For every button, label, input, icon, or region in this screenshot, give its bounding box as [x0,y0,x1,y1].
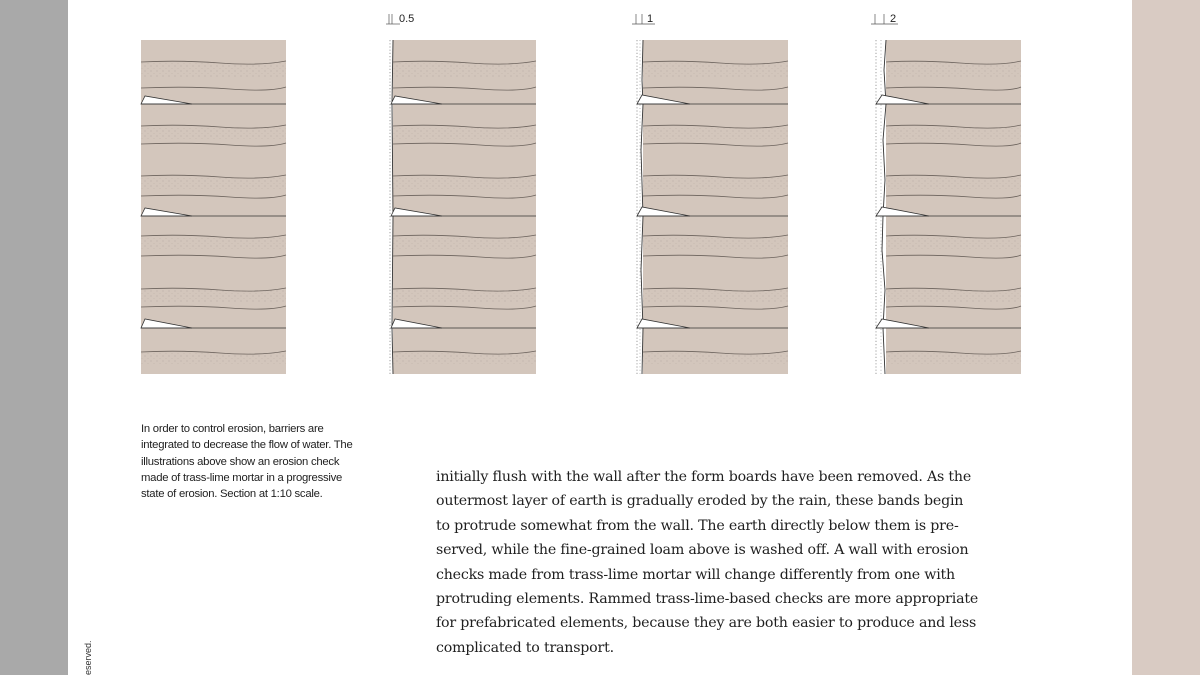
body-line: served, while the fine-grained loam above is washed off. A wall with erosion [436,542,969,559]
label-2: 2 [890,13,897,25]
body-line: complicated to transport. [436,639,614,656]
wall-section-initial [141,40,286,374]
body-line: checks made from trass-lime mortar will change differently from one with [436,566,955,583]
body-line: outermost layer of earth is gradually eroded by the rain, these bands begin [436,493,964,510]
body-paragraph [436,465,996,660]
rights-note: eserved. [83,640,93,675]
label-0-5: 0.5 [399,13,415,25]
body-line: initially flush with the wall after the form boards have been removed. As the [436,469,972,485]
wall-section-1 [632,14,788,374]
body-line: protruding elements. Rammed trass-lime-based checks are more appropriate [436,591,979,608]
label-1: 1 [647,13,654,25]
body-line: for prefabricated elements, because they are both easier to produce and less [436,615,977,632]
wall-section-2 [871,14,1021,374]
body-line: to protrude somewhat from the wall. The earth directly below them is pre- [436,517,959,534]
wall-section-0-5 [386,14,536,374]
figure-caption: In order to control erosion, barriers are integrated to decrease the flow of water. The illustrations above show an erosion check made of trass-lime mortar in a progressive state of erosion. Section at 1:10 scale. [141,423,353,501]
